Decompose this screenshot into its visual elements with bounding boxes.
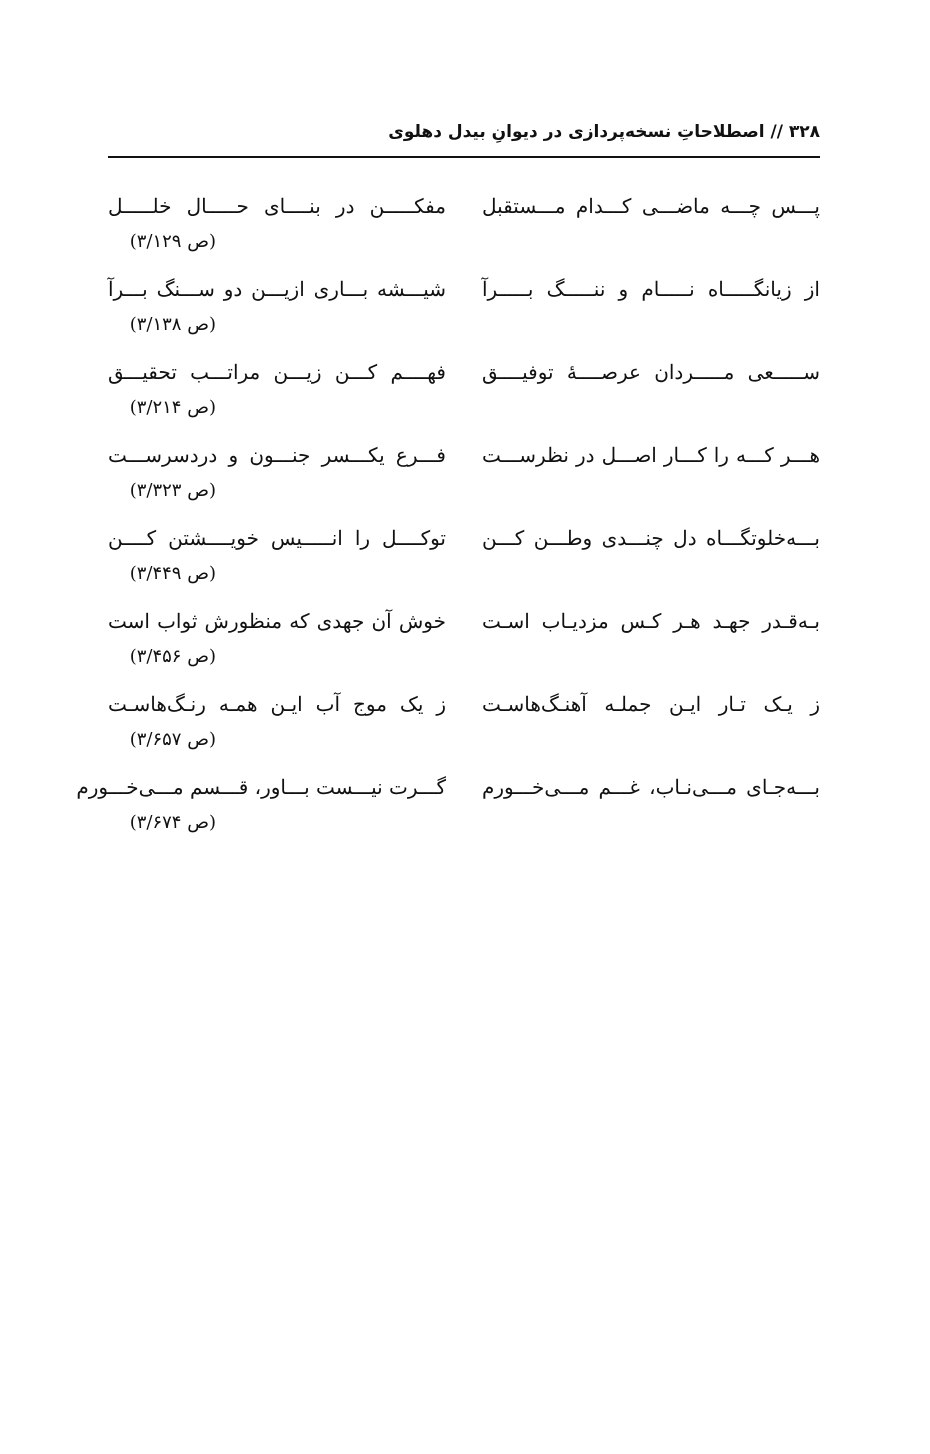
verse <box>108 346 820 429</box>
page-citation: (ص ۳/۱۳۸) <box>129 314 216 335</box>
page-citation: (ص ۳/۱۲۹) <box>129 231 216 252</box>
verse <box>76 761 820 844</box>
page-citation: (ص ۳/۴۵۶) <box>129 646 216 667</box>
first-hemistich: از زیانگـــــاه نـــــام و ننـــــگ بـــــرآ <box>482 277 820 301</box>
verse <box>108 263 820 346</box>
verse <box>108 429 820 512</box>
first-hemistich: ســـــعی مـــــردان عرصــــهٔ توفیــــق <box>482 360 820 384</box>
running-head: ۳۲۸ // اصطلاحاتِ نسخه‌پردازی در دیوانِ بیدل دهلوی <box>388 122 820 142</box>
first-hemistich: ز یـک تـار ایـن جملـه آهنـگ‌هاسـت <box>482 692 820 716</box>
first-hemistich: بـــه‌جـای مـــی‌نـاب، غـــم مـــی‌خـــورم <box>482 775 820 799</box>
second-hemistich: توکــــل را انـــــیس خویــــشتن کــــن <box>108 526 446 550</box>
page-citation: (ص ۳/۳۲۳) <box>129 480 216 501</box>
page-citation: (ص ۳/۶۷۴) <box>129 812 216 833</box>
second-hemistich: فـــرع یکـــسر جنـــون و دردسرســـت <box>108 443 446 467</box>
page-citation: (ص ۳/۲۱۴) <box>129 397 216 418</box>
verse-list <box>76 180 820 844</box>
second-hemistich: گـــرت نیـــست بـــاور، قـــسم مـــی‌خـــورم <box>76 775 446 799</box>
page-citation: (ص ۳/۶۵۷) <box>129 729 216 750</box>
second-hemistich: فهــــم کـــن زیـــن مراتـــب تحقیـــق <box>108 360 446 384</box>
verse <box>108 595 820 678</box>
second-hemistich: خوش آن جهدی که منظورش ثواب است <box>108 609 446 633</box>
second-hemistich: شیـــشه بـــاری ازیـــن دو ســـنگ بـــرآ <box>108 277 446 301</box>
verse <box>108 180 820 263</box>
first-hemistich: هـــر کـــه را کـــار اصـــل در نظرســـت <box>482 443 820 467</box>
first-hemistich: پـــس چـــه ماضـــی کـــدام مـــستقبل <box>482 194 820 218</box>
verse <box>108 512 820 595</box>
second-hemistich: مفکـــــن در بنــــای حـــــال خلـــــل <box>108 194 446 218</box>
page-citation: (ص ۳/۴۴۹) <box>129 563 216 584</box>
page-header <box>108 118 820 158</box>
first-hemistich: بـه‌قـدر جهـد هـر کـس مزدیـاب اسـت <box>482 609 820 633</box>
verse <box>108 678 820 761</box>
second-hemistich: ز یک موج آب ایـن همـه رنـگ‌هاسـت <box>108 692 446 716</box>
first-hemistich: بـــه‌خلوتگـــاه دل چنـــدی وطـــن کـــن <box>482 526 820 550</box>
